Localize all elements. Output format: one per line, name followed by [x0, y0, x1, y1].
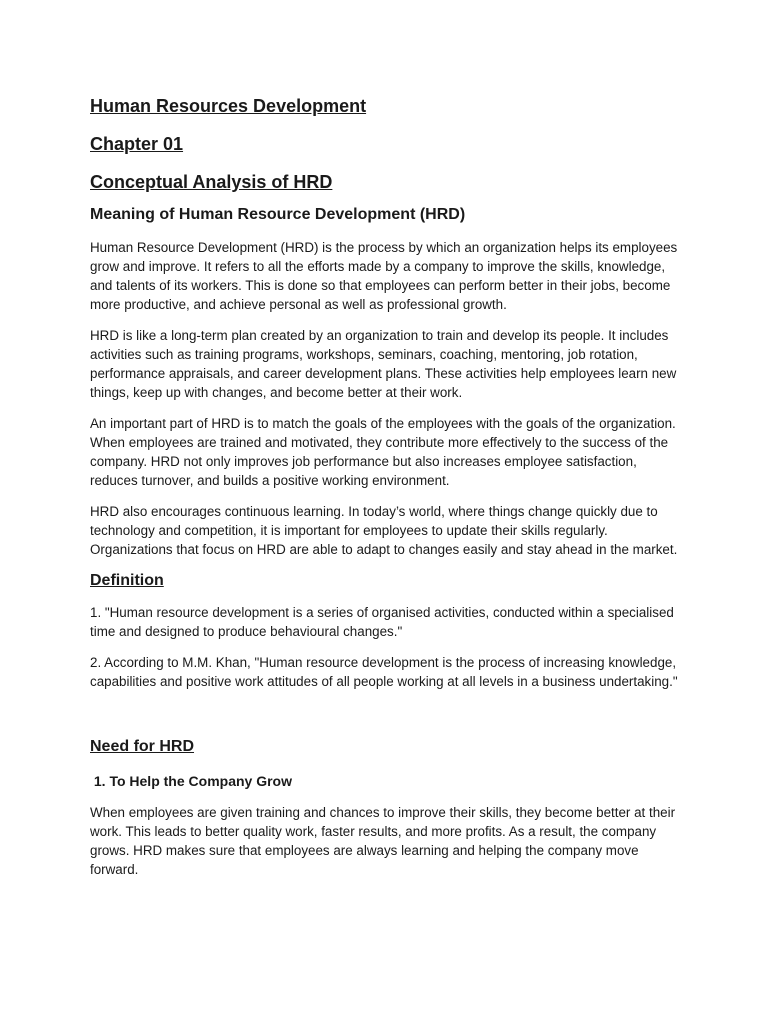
meaning-paragraph-2: HRD is like a long-term plan created by an organization to train and develop its people. It includes activities such as training programs, workshops, seminars, coaching, mentoring, job rotation, performance appraisals, and career development plans. These activities help employees learn new things, keep up with changes, and become better at their work. — [90, 328, 677, 400]
need-item-paragraph: When employees are given training and chances to improve their skills, they become better at their work. This leads to better quality work, faster results, and more profits. As a result, the company grows. HRD makes sure that employees are always learning and helping the company move forward. — [90, 805, 676, 877]
document-page — [90, 94, 686, 879]
meaning-heading: Meaning of Human Resource Development (HRD) — [90, 206, 466, 223]
need-heading: Need for HRD — [90, 738, 195, 755]
chapter-number: Chapter 01 — [90, 134, 184, 154]
definition-heading: Definition — [90, 572, 164, 589]
definition-item-2: 2. According to M.M. Khan, "Human resource development is the process of increasing knowledge, capabilities and positive work attitudes of all people working at all levels in a business undertaking." — [90, 655, 678, 689]
meaning-paragraph-1: Human Resource Development (HRD) is the process by which an organization helps its employees grow and improve. It refers to all the efforts made by a company to improve the skills, knowledge, and talents of its workers. This is done so that employees can perform better in their jobs, become more productive, and achieve personal as well as professional growth. — [90, 240, 678, 312]
meaning-paragraph-4: HRD also encourages continuous learning. In today’s world, where things change quickly due to technology and competition, it is important for employees to update their skills regularly. Organizations that focus on HRD are able to adapt to changes easily and stay ahead in the market. — [90, 504, 678, 557]
meaning-paragraph-3: An important part of HRD is to match the goals of the employees with the goals of the organization. When employees are trained and motivated, they contribute more effectively to the success of the company. HRD not only improves job performance but also increases employee satisfaction, reduces turnover, and builds a positive working environment. — [90, 416, 676, 488]
need-item-heading: 1. To Help the Company Grow — [90, 773, 292, 789]
chapter-title: Conceptual Analysis of HRD — [90, 172, 333, 192]
document-title: Human Resources Development — [90, 96, 367, 116]
definition-item-1: 1. "Human resource development is a series of organised activities, conducted within a specialised time and designed to produce behavioural changes." — [90, 605, 674, 639]
